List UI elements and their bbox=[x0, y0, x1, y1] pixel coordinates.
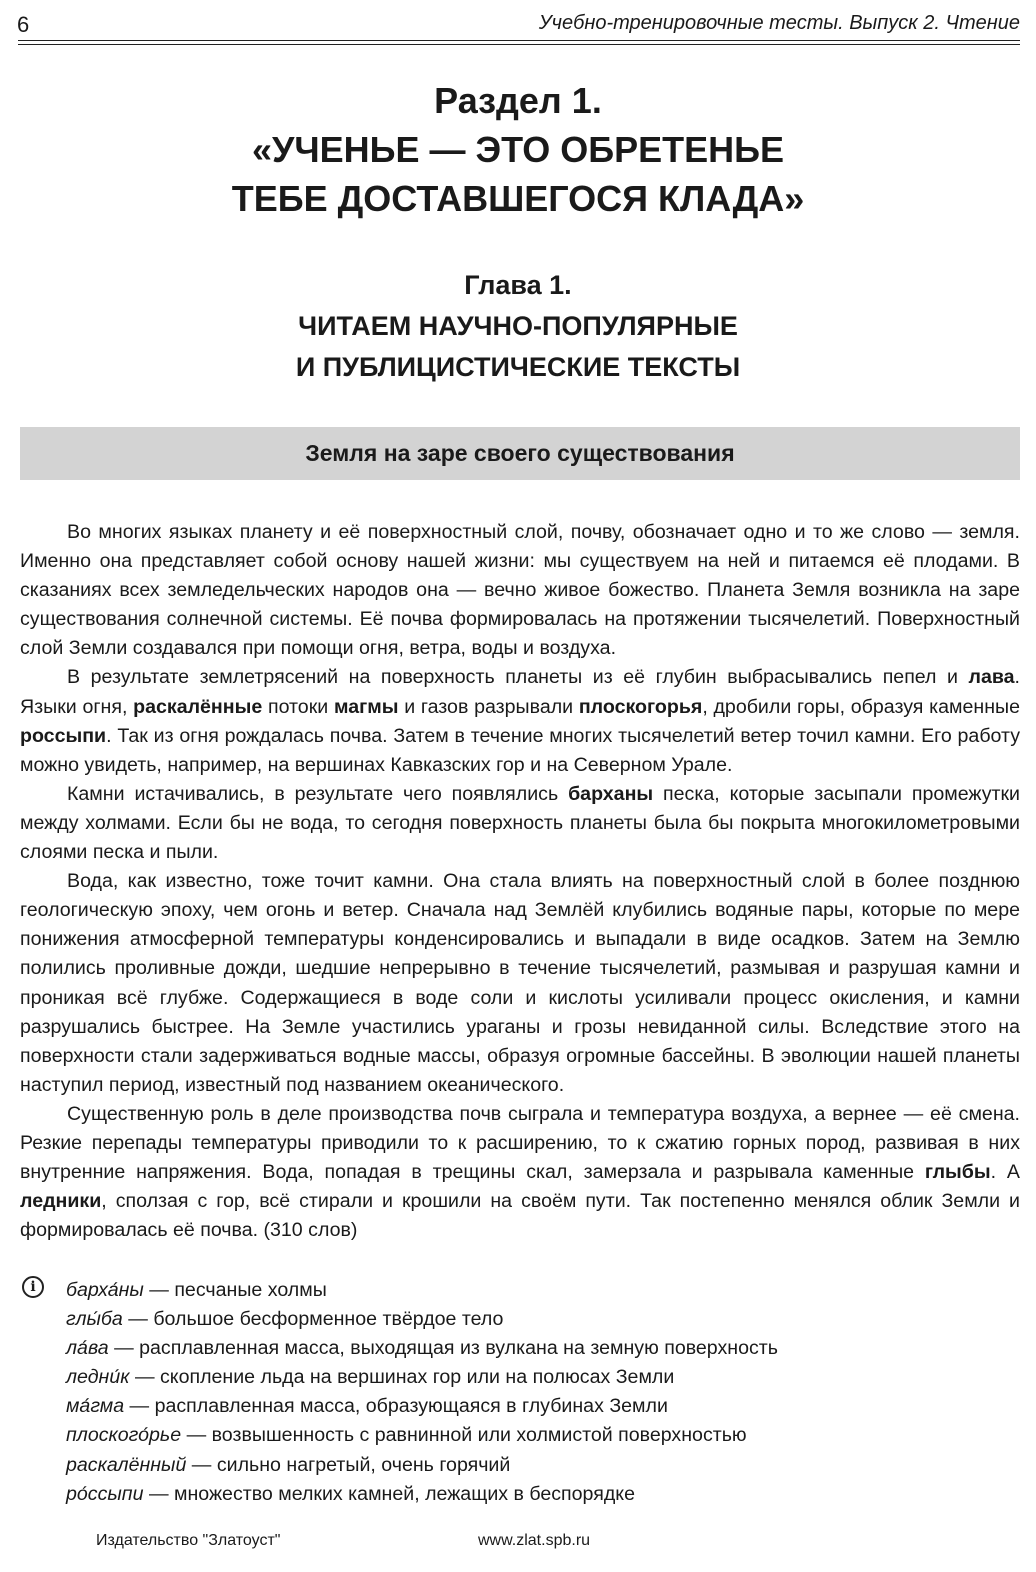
glossary-item bbox=[66, 1421, 778, 1450]
section-title bbox=[0, 76, 1036, 223]
glossary-term: ла́ва bbox=[66, 1337, 109, 1360]
glossary-term: ма́гма bbox=[66, 1395, 125, 1418]
glossary-term-highlight: глыбы bbox=[924, 1161, 991, 1184]
glossary-definition: — большое бесформенное твёрдое тело bbox=[122, 1308, 504, 1331]
publisher-website: www.zlat.spb.ru bbox=[478, 1532, 591, 1549]
glossary-term: плоского́рье bbox=[66, 1424, 182, 1447]
header-rule bbox=[18, 40, 1020, 41]
glossary-term: барха́ны bbox=[66, 1279, 144, 1301]
chapter-title-line: И ПУБЛИЦИСТИЧЕСКИЕ ТЕКСТЫ bbox=[295, 352, 741, 382]
glossary-definition: — расплавленная масса, выходящая из вулкана на земную поверхность bbox=[108, 1337, 778, 1360]
glossary-item bbox=[66, 1276, 778, 1305]
glossary-definition: — песчаные холмы bbox=[143, 1279, 327, 1301]
glossary-item bbox=[66, 1305, 778, 1334]
text-run: . Так из огня рождалась почва. Затем в течение многих тысячелетий ветер точил камни. Его работу можно увидеть, например, на вершинах Кавказских гор и на Северном Урале. bbox=[20, 724, 1020, 776]
publisher-name: Издательство "Златоуст" bbox=[96, 1532, 281, 1549]
text-run: Камни истачивались, в результате чего появлялись bbox=[67, 782, 569, 805]
section-title-line: ТЕБЕ ДОСТАВШЕГОСЯ КЛАДА» bbox=[231, 178, 805, 219]
text-title: Земля на заре своего существования bbox=[305, 440, 735, 466]
glossary-list bbox=[66, 1276, 778, 1509]
glossary-term-highlight: барханы bbox=[568, 782, 654, 805]
text-run: и газов разрывали bbox=[398, 695, 579, 718]
glossary-term-highlight: лава bbox=[968, 666, 1015, 689]
section-title-line: «УЧЕНЬЕ — ЭТО ОБРЕТЕНЬЕ bbox=[251, 129, 785, 170]
glossary-definition: — сильно нагретый, очень горячий bbox=[186, 1453, 511, 1476]
section-title-line: Раздел 1. bbox=[434, 80, 602, 121]
paragraph bbox=[20, 663, 1020, 779]
chapter-title bbox=[0, 265, 1036, 388]
glossary-term: ро́ссыпи bbox=[66, 1482, 144, 1505]
glossary-item bbox=[66, 1334, 778, 1363]
text-run: Существенную роль в деле производства почв сыграла и температура воздуха, а вернее — её смена. Резкие перепады температуры приводили то к расширению, то к сжатию горных пород, развивая в них внутренние напряжения. Вода, попадая в трещины скал, замерзала и разрывала каменные bbox=[20, 1102, 1020, 1184]
text-run: В результате землетрясений на поверхность планеты из её глубин выбрасывались пепел и bbox=[67, 666, 969, 689]
paragraph: Во многих языках планету и её поверхностный слой, почву, обозначает одно и то же слово — земля. Именно она представляет собой основу нашей жизни: мы существуем на ней и питаемся её плодами. В сказаниях всех земледельческих народов она — вечно живое божество. Планета Земля возникла на заре существования солнечной системы. Её почва формировалась на протяжении тысячелетий. Поверхностный слой Земли создавался при помощи огня, ветра, воды и воздуха. bbox=[20, 521, 1020, 660]
glossary bbox=[22, 1276, 778, 1509]
chapter-title-line: ЧИТАЕМ НАУЧНО-ПОПУЛЯРНЫЕ bbox=[298, 311, 738, 341]
text-run: потоки bbox=[262, 695, 334, 718]
paragraph bbox=[20, 780, 1020, 867]
page-number: 6 bbox=[17, 12, 30, 37]
text-run: . А bbox=[990, 1161, 1020, 1184]
glossary-definition: — скопление льда на вершинах гор или на полюсах Земли bbox=[129, 1366, 675, 1389]
glossary-item bbox=[66, 1363, 778, 1392]
glossary-term-highlight: магмы bbox=[333, 695, 399, 718]
glossary-item bbox=[66, 1451, 778, 1480]
info-icon: i bbox=[22, 1276, 44, 1298]
header-rule-thin bbox=[18, 44, 1020, 45]
glossary-definition: — расплавленная масса, образующаяся в глубинах Земли bbox=[124, 1395, 668, 1418]
glossary-term: раскалённый bbox=[66, 1453, 187, 1476]
text-run: , сползая с гор, всё стирали и крошили на своём пути. Так постепенно менялся облик Земли и формировалась её почва. (310 слов) bbox=[20, 1190, 1020, 1242]
glossary-term: ледни́к bbox=[66, 1366, 130, 1389]
glossary-term-highlight: россыпи bbox=[20, 724, 107, 747]
glossary-term: глы́ба bbox=[66, 1308, 123, 1331]
text-run: песка, которые засыпали промежутки между холмами. Если бы не вода, то сегодня поверхность планеты была бы покрыта многокилометровыми слоями песка и пыли. bbox=[20, 782, 1020, 864]
paragraph bbox=[20, 1100, 1020, 1245]
glossary-term-highlight: ледники bbox=[20, 1190, 102, 1213]
glossary-definition: — множество мелких камней, лежащих в беспорядке bbox=[143, 1482, 635, 1505]
paragraph: Вода, как известно, тоже точит камни. Она стала влиять на поверхностный слой в более позднюю геологическую эпоху, чем огонь и ветер. Сначала над Землёй клубились водяные пары, которые по мере понижения атмосферной температуры конденсировались и выпадали в виде осадков. Затем на Землю полились проливные дожди, шедшие непрерывно в течение тысячелетий, размывая и разрушая камни и проникая всё глубже. Содержащиеся в воде соли и кислоты усиливали процесс окисления, и камни разрушались быстрее. На Земле участились ураганы и грозы невиданной силы. Вследствие этого на поверхности стали задерживаться водные массы, образуя огромные бассейны. В эволюции нашей планеты наступил период, известный под названием океанического. bbox=[20, 870, 1020, 1096]
glossary-term-highlight: раскалённые bbox=[133, 695, 263, 718]
text-title-bar bbox=[20, 427, 1020, 480]
text-run: , дробили горы, образуя каменные bbox=[702, 695, 1021, 718]
glossary-term-highlight: плоскогорья bbox=[578, 695, 703, 718]
glossary-item bbox=[66, 1392, 778, 1421]
running-header-title: Учебно-тренировочные тесты. Выпуск 2. Чтение bbox=[538, 12, 1020, 34]
glossary-item bbox=[66, 1480, 778, 1509]
glossary-definition: — возвышенность с равнинной или холмистой поверхностью bbox=[181, 1424, 747, 1447]
chapter-title-line: Глава 1. bbox=[464, 270, 572, 300]
article-body bbox=[20, 518, 1020, 1245]
text-run: . Языки огня, bbox=[20, 666, 1020, 718]
